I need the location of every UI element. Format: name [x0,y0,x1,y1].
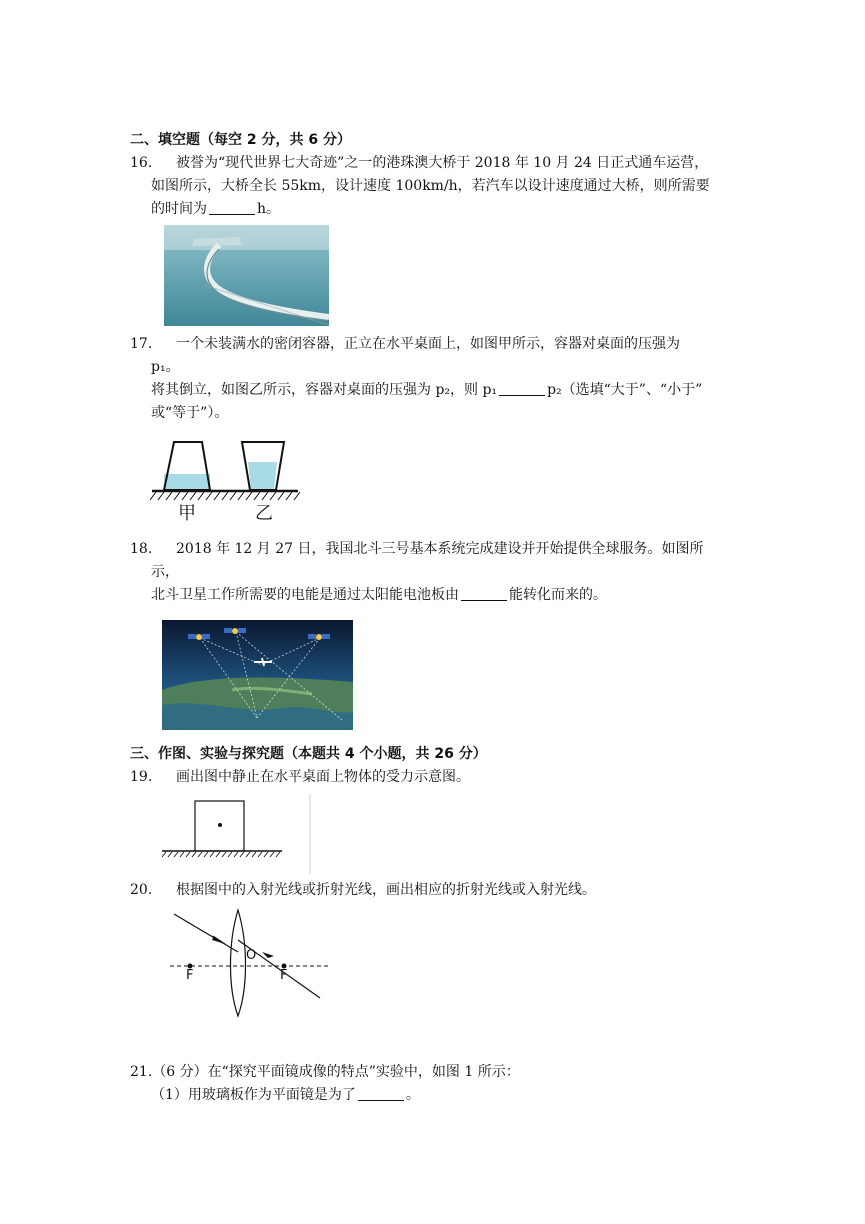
bridge-photo [164,225,329,326]
convex-lens [231,910,246,1016]
label-F-left: F [186,968,194,983]
question-16-number: 16. [130,155,153,171]
question-16-text-line1: 被誉为“现代世界七大奇迹”之一的港珠澳大桥于 2018 年 10 月 24 日正式通车运营， [176,155,709,171]
label-F-right: F [280,968,288,983]
question-17-text-line2: p₁。 [151,359,180,375]
question-17-text-line4: 或“等于”）。 [151,405,229,421]
incident-ray [174,914,238,952]
question-18-text-line1: 2018 年 12 月 27 日，我国北斗三号基本系统完成建设并开始提供全球服务。如图所 [176,541,704,557]
question-20-number: 20. [130,882,153,898]
question-17-number: 17. [130,336,153,352]
question-17-text-line1: 一个未装满水的密闭容器，正立在水平桌面上，如图甲所示，容器对桌面的压强为 [176,336,680,352]
question-19-number: 19. [130,769,153,785]
water-jia [164,474,210,490]
answer-blank[interactable] [499,381,545,396]
question-21-text-prefix: （1）用玻璃板作为平面镜是为了 [151,1087,356,1103]
question-18-text-suffix: 能转化而来的。 [509,587,607,603]
arrow-icon [212,936,226,944]
block-on-table-figure [160,794,316,874]
question-18-text-line2: 示， [151,564,179,580]
answer-blank[interactable] [461,586,507,601]
water-yi [248,462,277,490]
label-O: O [246,948,257,963]
question-17-text-suffix: p₂（选填“大于”、“小于” [547,382,703,398]
question-17-text-prefix: 将其倒立，如图乙所示，容器对桌面的压强为 p₂，则 p₁ [151,382,498,398]
question-21-text-line2 [151,1085,420,1105]
question-20-text: 根据图中的入射光线或折射光线，画出相应的折射光线或入射光线。 [176,882,596,898]
question-16-text-suffix: h。 [257,201,281,217]
question-21-text-suffix: 。 [405,1087,420,1103]
center-of-mass-dot [218,823,222,827]
arrow-icon [262,952,274,958]
question-16-text-line3 [151,199,280,219]
question-18-text-prefix: 北斗卫星工作所需要的电能是通过太阳能电池板由 [151,587,459,603]
bridge-illustration [164,225,329,326]
question-17-text-line3 [151,380,702,400]
question-18-number: 18. [130,541,153,557]
answer-blank[interactable] [209,200,255,215]
satellite-photo [162,620,353,730]
containers-figure [150,436,300,528]
section-heading-drawing-experiment: 三、作图、实验与探究题（本题共 4 个小题，共 26 分） [130,746,487,762]
question-19-text: 画出图中静止在水平桌面上物体的受力示意图。 [176,769,470,785]
question-18-text-line3 [151,585,607,605]
label-yi: 乙 [255,503,273,524]
answer-blank[interactable] [358,1086,404,1101]
question-16-text-line2: 如图所示，大桥全长 55km，设计速度 100km/h，若汽车以设计速度通过大桥，则所需要 [151,178,710,194]
question-16-text-prefix: 的时间为 [151,201,207,217]
satellite-illustration [162,620,353,730]
question-21-text-line1: 21.（6 分）在“探究平面镜成像的特点”实验中，如图 1 所示： [130,1064,520,1080]
label-jia: 甲 [178,503,196,524]
section-heading-fill-in: 二、填空题（每空 2 分，共 6 分） [130,132,351,148]
